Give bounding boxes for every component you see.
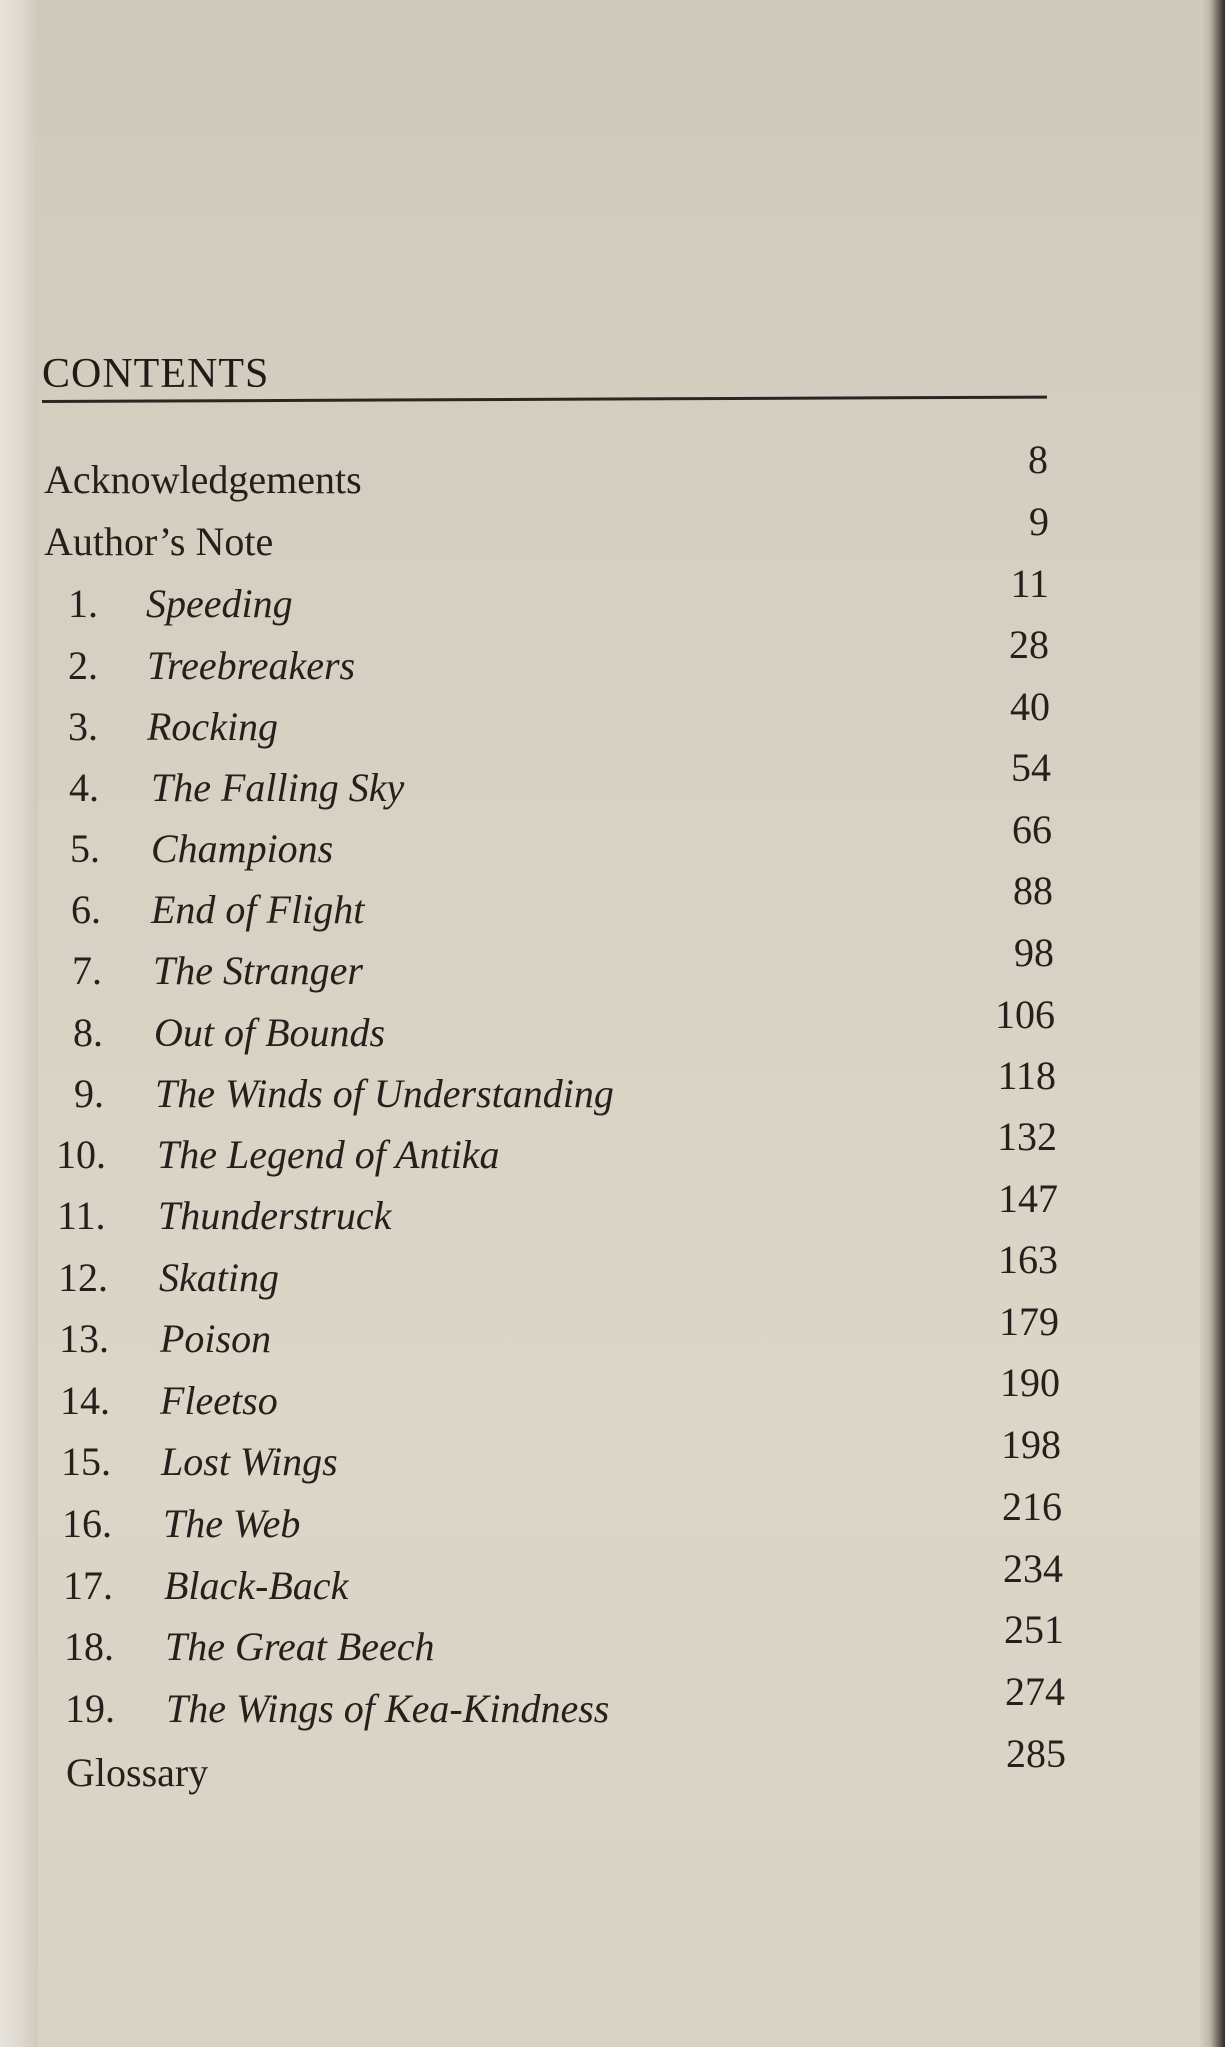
toc-page-number: 28 [1009, 622, 1049, 667]
chapter-number: 11. [57, 1193, 106, 1238]
toc-page-number: 66 [1012, 807, 1052, 852]
chapter-title: Out of Bounds [154, 1010, 386, 1055]
chapter-title: Lost Wings [161, 1439, 338, 1484]
chapter-title: Thunderstruck [158, 1193, 392, 1238]
toc-page-number: 147 [998, 1176, 1058, 1221]
chapter-number: 19. [65, 1686, 115, 1731]
chapter-title: The Falling Sky [151, 765, 405, 810]
toc-page-number: 198 [1001, 1422, 1061, 1467]
chapter-number: 15. [61, 1439, 111, 1484]
chapter-number: 3. [68, 704, 98, 749]
chapter-number: 13. [59, 1316, 109, 1361]
toc-page-number: 251 [1004, 1607, 1064, 1652]
toc-page-number: 132 [997, 1114, 1057, 1159]
chapter-number: 14. [60, 1378, 110, 1423]
toc-page-number: 274 [1005, 1669, 1065, 1714]
chapter-title: Rocking [147, 704, 279, 749]
chapter-title: The Winds of Understanding [155, 1071, 614, 1116]
toc-page-number: 8 [1028, 437, 1048, 482]
chapter-number: 2. [68, 643, 98, 688]
chapter-number: 10. [56, 1132, 106, 1177]
chapter-title: Poison [160, 1316, 272, 1361]
chapter-title: The Web [163, 1501, 301, 1546]
chapter-number: 9. [74, 1071, 104, 1116]
chapter-number: 7. [72, 948, 102, 993]
page-left-edge [0, 0, 38, 2047]
toc-page-number: 98 [1014, 930, 1054, 975]
toc-page-number: 106 [995, 992, 1055, 1037]
toc-page-number: 54 [1011, 745, 1051, 790]
chapter-title: Black-Back [164, 1563, 349, 1608]
toc-page-number: 190 [1000, 1360, 1060, 1405]
toc-page-number: 163 [998, 1237, 1058, 1282]
chapter-title: The Wings of Kea-Kindness [166, 1686, 610, 1731]
chapter-title: Skating [159, 1255, 279, 1300]
page-right-edge [1200, 0, 1225, 2047]
chapter-title: End of Flight [151, 887, 365, 932]
chapter-number: 1. [68, 581, 98, 626]
toc-page-number: 216 [1002, 1484, 1062, 1529]
chapter-number: 4. [69, 765, 99, 810]
chapter-number: 17. [63, 1563, 113, 1608]
toc-page-number: 179 [999, 1299, 1059, 1344]
toc-page-number: 285 [1006, 1731, 1066, 1776]
chapter-title: The Legend of Antika [157, 1132, 500, 1177]
chapter-number: 6. [71, 887, 101, 932]
toc-page-number: 234 [1003, 1546, 1063, 1591]
chapter-title: The Stranger [153, 948, 363, 993]
chapter-number: 18. [64, 1624, 114, 1669]
toc-page-number: 11 [1010, 561, 1049, 606]
toc-page-number: 40 [1010, 684, 1050, 729]
toc-entry-title: Glossary [66, 1750, 209, 1795]
chapter-title: Speeding [146, 581, 293, 626]
chapter-number: 8. [73, 1010, 103, 1055]
chapter-title: The Great Beech [165, 1624, 435, 1669]
toc-page-number: 9 [1029, 499, 1049, 544]
chapter-number: 16. [62, 1501, 112, 1546]
toc-page-number: 118 [997, 1053, 1056, 1098]
chapter-title: Champions [151, 826, 334, 871]
toc-entry-title: Acknowledgements [44, 457, 362, 502]
chapter-number: 12. [58, 1255, 108, 1300]
contents-heading: CONTENTS [42, 351, 270, 397]
toc-entry-title: Author’s Note [44, 519, 274, 564]
toc-page-number: 88 [1013, 868, 1053, 913]
chapter-title: Fleetso [160, 1378, 278, 1423]
chapter-number: 5. [70, 826, 100, 871]
chapter-title: Treebreakers [147, 643, 356, 688]
